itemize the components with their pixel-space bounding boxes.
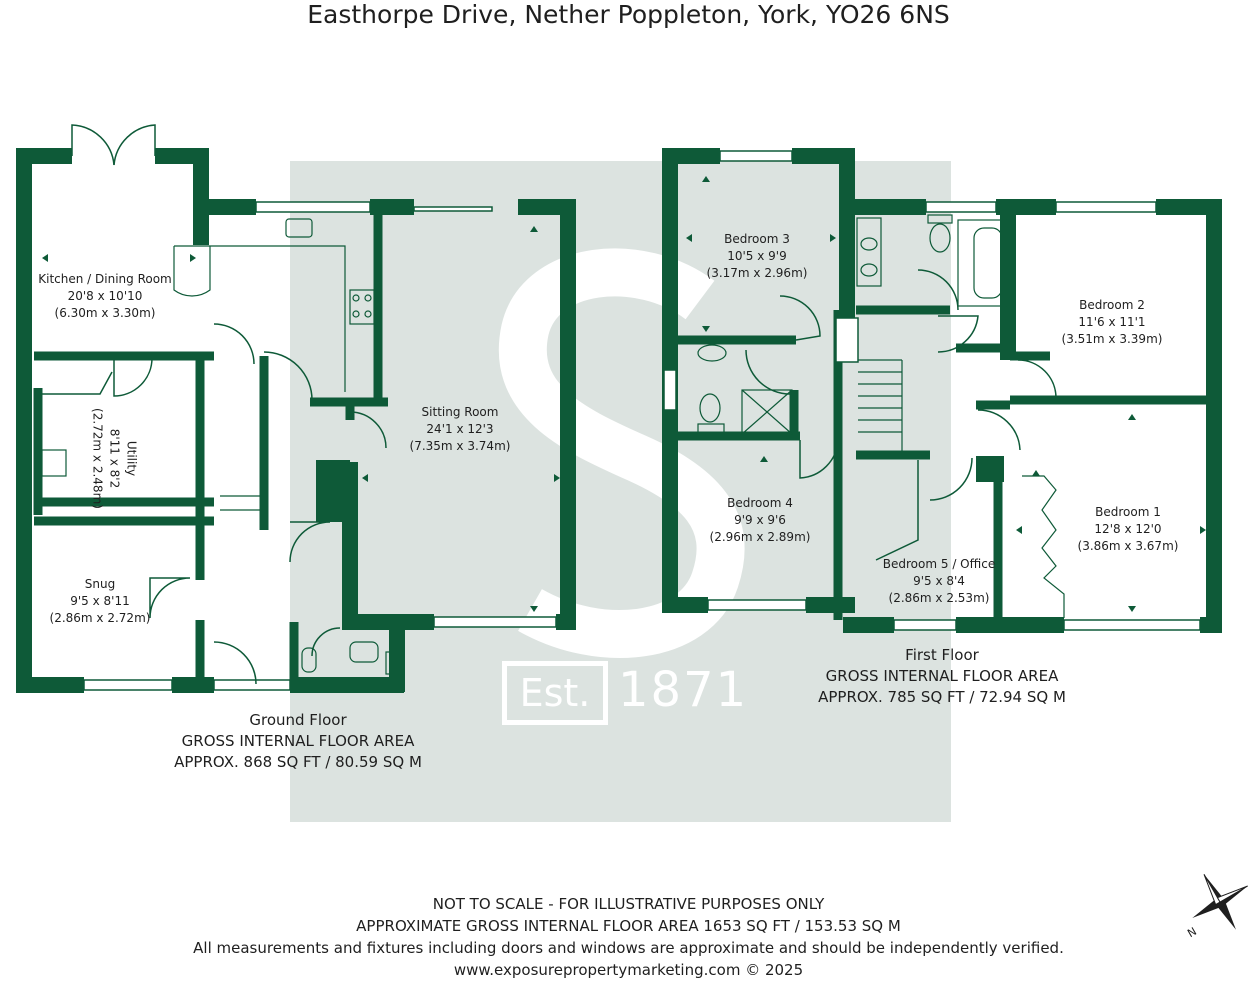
room-label-bedroom-1: Bedroom 1 12'8 x 12'0 (3.86m x 3.67m) xyxy=(1077,505,1179,553)
footer-line-area: APPROXIMATE GROSS INTERNAL FLOOR AREA 1653 SQ FT / 153.53 SQ M xyxy=(356,917,901,935)
disclaimer-footer xyxy=(0,893,1257,981)
page-title: Easthorpe Drive, Nether Poppleton, York, YO26 6NS xyxy=(307,0,950,29)
watermark-year: 1871 xyxy=(618,662,749,718)
room-label-utility: Utility 8'11 x 8'2 (2.72m x 2.48m) xyxy=(90,408,139,509)
footer-line-scale: NOT TO SCALE - FOR ILLUSTRATIVE PURPOSES ONLY xyxy=(432,895,825,913)
chimney-breast xyxy=(316,460,350,522)
first-floor-area: First Floor GROSS INTERNAL FLOOR AREA APPROX. 785 SQ FT / 72.94 SQ M xyxy=(818,646,1066,706)
room-label-sitting: Sitting Room 24'1 x 12'3 (7.35m x 3.74m) xyxy=(409,405,511,453)
first-floor-pier xyxy=(976,456,1004,482)
footer-line-disclaimer: All measurements and fixtures including doors and windows are approximate and should be independently verified. xyxy=(193,939,1064,957)
room-label-kitchen: Kitchen / Dining Room 20'8 x 10'10 (6.30m x 3.30m) xyxy=(38,272,172,320)
watermark-est: Est. xyxy=(502,661,608,725)
room-label-bedroom-3: Bedroom 3 10'5 x 9'9 (3.17m x 2.96m) xyxy=(706,232,808,280)
room-label-bedroom-2: Bedroom 2 11'6 x 11'1 (3.51m x 3.39m) xyxy=(1061,298,1163,346)
room-label-bedroom-5: Bedroom 5 / Office 9'5 x 8'4 (2.86m x 2.53m) xyxy=(882,557,996,605)
room-label-bedroom-4: Bedroom 4 9'9 x 9'6 (2.96m x 2.89m) xyxy=(709,496,811,544)
compass-label: N xyxy=(1185,924,1199,941)
ground-floor-area: Ground Floor GROSS INTERNAL FLOOR AREA APPROX. 868 SQ FT / 80.59 SQ M xyxy=(174,711,422,771)
footer-line-website: www.exposurepropertymarketing.com © 2025 xyxy=(453,961,804,979)
room-label-snug: Snug 9'5 x 8'11 (2.86m x 2.72m) xyxy=(49,577,151,625)
